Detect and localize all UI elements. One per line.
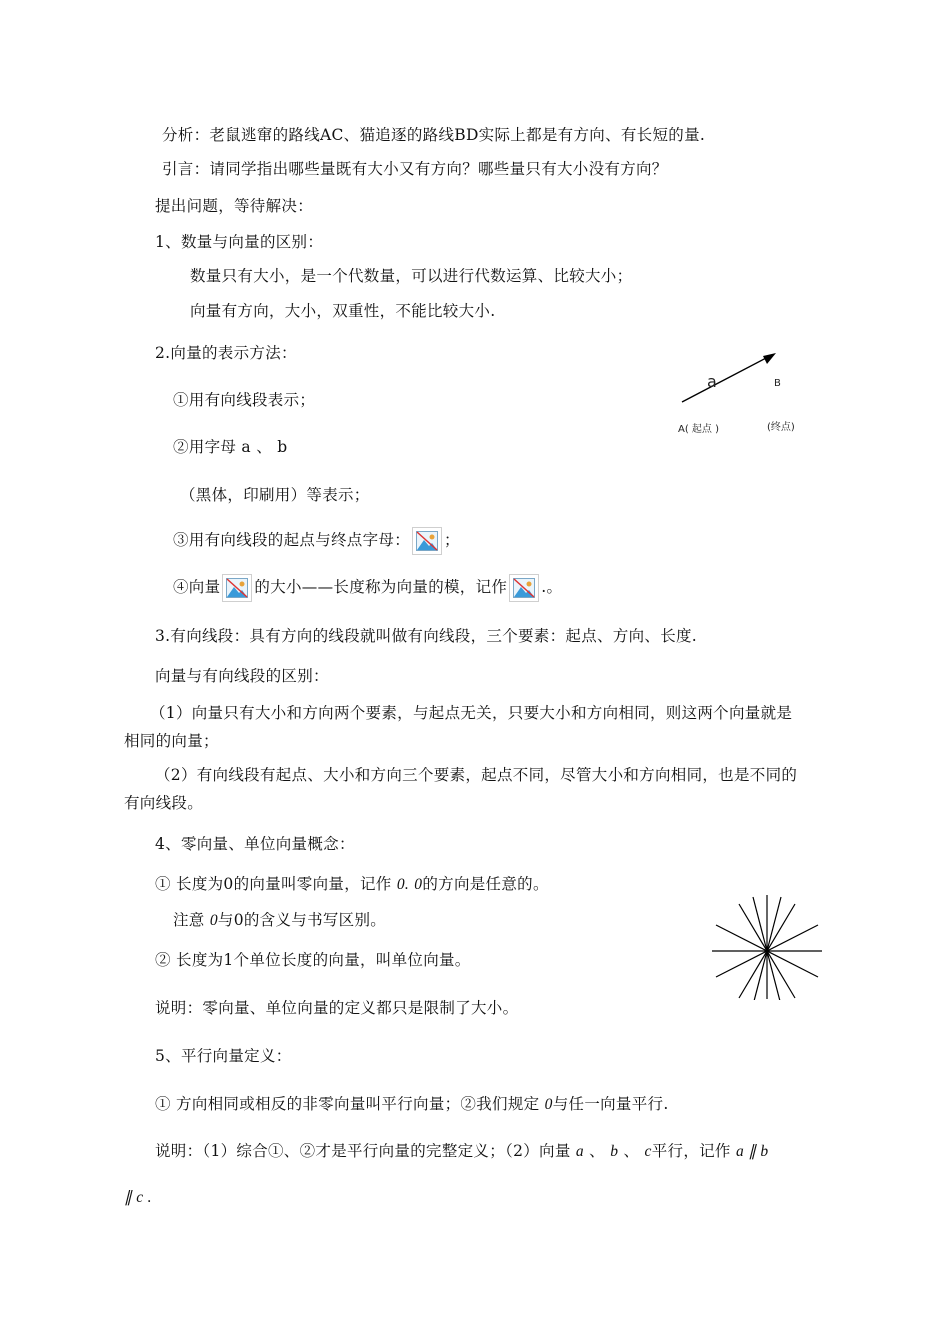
vector-line xyxy=(682,357,768,402)
vector-b-symbol: b xyxy=(610,1143,619,1160)
method-4-suffix: .。 xyxy=(541,578,563,596)
vector-description: 向量有方向，大小，双重性，不能比较大小. xyxy=(190,302,496,320)
section-3-line: 3.有向线段：具有方向的线段就叫做有向线段，三个要素：起点、方向、长度. xyxy=(155,627,698,645)
method-2-note: （黑体，印刷用）等表示； xyxy=(180,486,370,504)
start-point-label: A( 起点 ) xyxy=(678,424,720,435)
arrow-head-icon xyxy=(763,353,776,364)
note-prefix: 注意 xyxy=(173,911,205,929)
zero-vector-line xyxy=(155,873,549,896)
difference-1-cont: 相同的向量； xyxy=(124,732,219,750)
difference-1-line: （1）向量只有大小和方向两个要素，与起点无关，只要大小和方向相同，则这两个向量就是 xyxy=(150,704,793,722)
vector-a-symbol: a xyxy=(575,1143,584,1160)
unit-vector-line: ② 长度为1个单位长度的向量，叫单位向量。 xyxy=(155,951,471,969)
method-3-text: ③用有向线段的起点与终点字母： xyxy=(173,531,411,549)
method-4-line xyxy=(173,574,562,602)
vector-label-B: B xyxy=(774,378,781,389)
vector-c-symbol: c xyxy=(644,1143,652,1160)
parallel-note-text: 说明：（1）综合①、②才是平行向量的完整定义；（2）向量 xyxy=(155,1142,571,1160)
quantity-description: 数量只有大小，是一个代数量，可以进行代数运算、比较大小； xyxy=(190,267,633,285)
section-2-heading: 2.向量的表示方法： xyxy=(155,344,297,362)
note-line xyxy=(173,909,386,932)
separator: 、 xyxy=(623,1142,640,1160)
vector-label-a: a xyxy=(707,372,717,391)
separator: 、 xyxy=(589,1142,605,1160)
broken-image-icon xyxy=(412,527,442,555)
difference-heading: 向量与有向线段的区别： xyxy=(155,667,329,685)
zero-vector-text: ① 长度为0的向量叫零向量，记作 xyxy=(155,875,392,893)
analysis-line: 分析：老鼠逃窜的路线AC、猫追逐的路线BD实际上都是有方向、有长短的量. xyxy=(162,126,706,144)
zero-symbol: 0. xyxy=(396,876,410,893)
parallel-notation-cont: ∥ c . xyxy=(124,1189,152,1206)
parallel-note-mid: 平行，记作 xyxy=(651,1142,731,1160)
parallel-notation: a ∥ b xyxy=(735,1143,769,1160)
parallel-def-end: 与任一向量平行. xyxy=(552,1095,669,1113)
radial-lines-diagram xyxy=(711,894,823,1000)
method-3-suffix: ； xyxy=(444,531,460,549)
difference-2-line: （2）有向线段有起点、大小和方向三个要素，起点不同，尽管大小和方向相同，也是不同的 xyxy=(155,766,798,784)
parallel-def-text: ① 方向相同或相反的非零向量叫平行向量；②我们规定 xyxy=(155,1095,540,1113)
zero-vector-text-end: 的方向是任意的。 xyxy=(422,875,549,893)
method-1-line: ①用有向线段表示； xyxy=(173,391,316,409)
vector-figure xyxy=(670,345,820,435)
method-2-line: ②用字母 a 、 b xyxy=(173,438,288,456)
zero-symbol: 0 xyxy=(414,876,423,893)
zero-symbol: 0 xyxy=(209,912,218,929)
broken-image-icon xyxy=(509,574,539,602)
note-text: 与0的含义与书写区别。 xyxy=(217,911,387,929)
parallel-note-line xyxy=(155,1140,768,1163)
method-4-text: 的大小——长度称为向量的模，记作 xyxy=(254,578,508,596)
broken-image-icon xyxy=(222,574,252,602)
method-4-prefix: ④向量 xyxy=(173,578,221,596)
parallel-def-line xyxy=(155,1093,669,1116)
section-4-heading: 4、零向量、单位向量概念： xyxy=(155,835,355,853)
end-point-label: (终点) xyxy=(767,422,795,433)
method-3-line xyxy=(173,527,460,555)
section-1-heading: 1、数量与向量的区别： xyxy=(155,233,324,251)
raise-question-line: 提出问题，等待解决： xyxy=(155,197,314,215)
explanation-line: 说明：零向量、单位向量的定义都只是限制了大小。 xyxy=(155,999,519,1017)
difference-2-cont: 有向线段。 xyxy=(124,794,204,812)
zero-vector-directions-figure xyxy=(711,894,823,1000)
intro-line: 引言：请同学指出哪些量既有大小又有方向？哪些量只有大小没有方向？ xyxy=(162,160,668,178)
section-5-heading: 5、平行向量定义： xyxy=(155,1047,292,1065)
zero-symbol: 0 xyxy=(544,1096,553,1113)
